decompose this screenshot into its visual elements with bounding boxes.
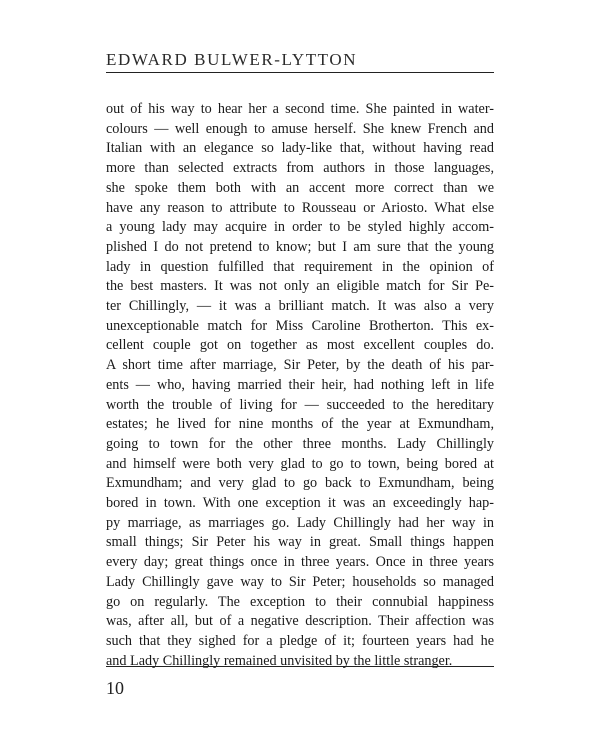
text-line: A short time after marriage, Sir Peter, by the death of his par- [106, 357, 494, 374]
text-line: was, after all, but of a negative description. Their affection was [106, 613, 494, 630]
text-line: going to town for the other three months. Lady Chillingly [106, 435, 494, 452]
text-line: lady in question fulfilled that requirement in the opinion of [106, 258, 494, 275]
text-line: go on regularly. The exception to their connubial happiness [106, 593, 494, 610]
text-line: estates; he lived for nine months of the year at Exmundham, [106, 416, 494, 433]
text-line: ter Chillingly, — it was a brilliant match. It was also a very [106, 298, 494, 315]
text-line: py marriage, as marriages go. Lady Chillingly had her way in [106, 514, 494, 531]
text-line: and Lady Chillingly remained unvisited by the little stranger. [106, 652, 453, 669]
text-line: plished I do not pretend to know; but I am sure that the young [106, 238, 494, 255]
text-line: and himself were both very glad to go to town, being bored at [106, 455, 494, 472]
running-head: EDWARD BULWER-LYTTON [106, 50, 358, 69]
text-line: ents — who, having married their heir, had nothing left in life [106, 376, 494, 393]
text-line: unexceptionable match for Miss Caroline Brotherton. This ex- [106, 317, 494, 334]
text-line: she spoke them both with an accent more correct than we [106, 179, 494, 196]
text-line: the best masters. It was not only an eligible match for Sir Pe- [106, 278, 494, 295]
text-line: every day; great things once in three years. Once in three years [106, 554, 494, 571]
text-line: out of his way to hear her a second time. She painted in water- [106, 101, 494, 117]
text-line: bored in town. With one exception it was an exceedingly hap- [106, 495, 494, 512]
text-line: more than selected extracts from authors in those languages, [106, 160, 494, 177]
text-line: small things; Sir Peter his way in great. Small things happen [106, 534, 494, 551]
text-line: a young lady may acquire in order to be styled highly accom- [106, 219, 494, 236]
text-line: such that they sighed for a pledge of it; fourteen years had he [106, 632, 494, 649]
text-line: have any reason to attribute to Rousseau or Ariosto. What else [106, 199, 494, 216]
text-line: Italian with an elegance so lady-like that, without having read [106, 140, 494, 157]
header-rule [106, 72, 494, 73]
text-line: cellent couple got on together as most excellent couples do. [106, 337, 494, 354]
text-line: Exmundham; and very glad to go back to Exmundham, being [106, 475, 494, 492]
footer-rule [106, 666, 494, 667]
page-number: 10 [106, 678, 124, 698]
body-text [106, 100, 494, 671]
text-line: Lady Chillingly gave way to Sir Peter; households so managed [106, 573, 494, 590]
text-line: worth the trouble of living for — succeeded to the hereditary [106, 396, 494, 413]
text-line: colours — well enough to amuse herself. She knew French and [106, 120, 494, 137]
